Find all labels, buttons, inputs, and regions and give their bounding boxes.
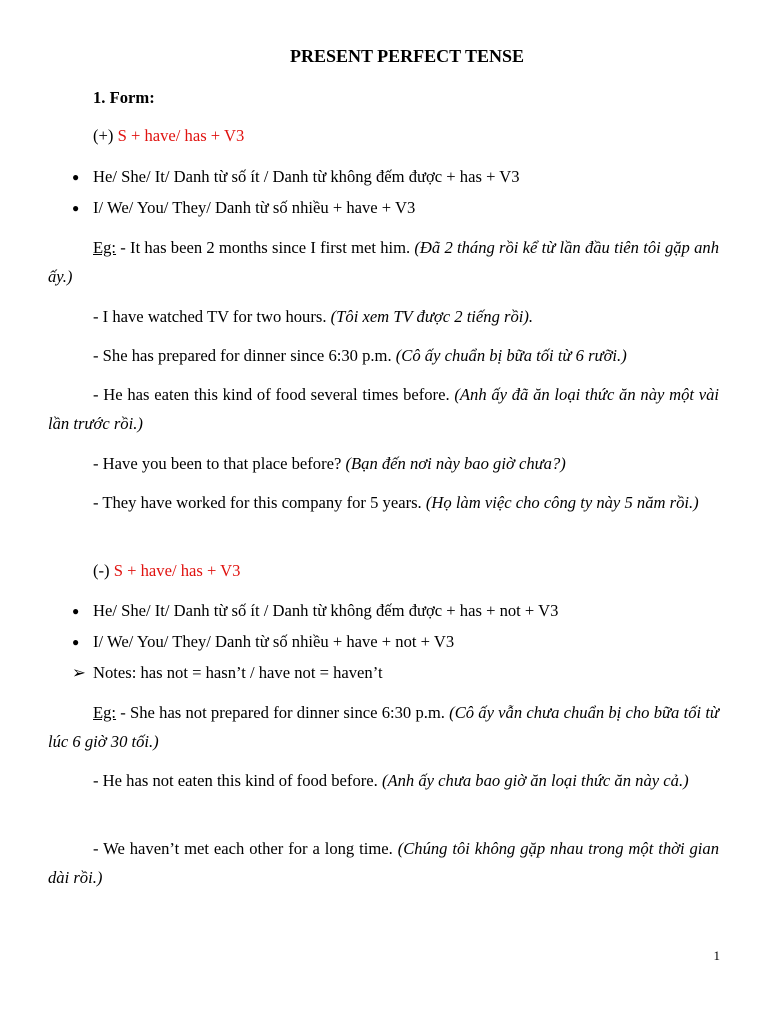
negative-note (72, 663, 383, 683)
negative-example-3 (48, 834, 719, 892)
bullet-dot-icon: ● (72, 201, 80, 215)
example-text: - He has eaten this kind of food several times before. (93, 385, 455, 404)
negative-bullet-2 (72, 632, 454, 653)
negative-bullet-1 (72, 601, 558, 622)
example-translation: (Cô ấy vẫn chưa chuẩn bị cho bữa tối từ lúc 6 giờ 30 tối.) (48, 703, 719, 751)
arrow-bullet-icon: ➢ (72, 663, 86, 682)
page-title: PRESENT PERFECT TENSE (289, 46, 525, 66)
bullet-text: I/ We/ You/ They/ Danh từ số nhiều + have + V3 (93, 198, 416, 217)
positive-example-6 (48, 488, 719, 517)
example-lead: Eg: (93, 703, 117, 722)
negative-marker: (-) (93, 561, 114, 580)
example-text: - He has not eaten this kind of food before. (93, 771, 382, 790)
bullet-dot-icon: ● (72, 170, 80, 184)
example-translation: (Bạn đến nơi này bao giờ chưa?) (345, 454, 566, 473)
bullet-text: He/ She/ It/ Danh từ số ít / Danh từ không đếm được + has + not + V3 (93, 601, 559, 620)
positive-formula: S + have/ has + V3 (117, 126, 245, 145)
example-text: - Have you been to that place before? (93, 454, 346, 473)
example-text: - It has been 2 months since I first met him. (116, 238, 415, 257)
example-text: - She has prepared for dinner since 6:30 p.m. (93, 346, 396, 365)
example-translation: (Chúng tôi không gặp nhau trong một thời gian dài rồi.) (48, 839, 719, 887)
example-translation: (Họ làm việc cho công ty này 5 năm rồi.) (425, 493, 699, 512)
negative-formula: S + have/ has + V3 (113, 561, 241, 580)
example-text: - I have watched TV for two hours. (93, 307, 331, 326)
positive-bullet-1 (72, 167, 520, 188)
example-translation: (Anh ấy đã ăn loại thức ăn này một vài lần trước rồi.) (48, 385, 720, 433)
example-translation: (Tôi xem TV được 2 tiếng rồi). (330, 307, 534, 326)
positive-example-1 (48, 233, 719, 291)
example-translation: (Anh ấy chưa bao giờ ăn loại thức ăn này cả.) (381, 771, 689, 790)
positive-marker: (+) (93, 126, 118, 145)
note-text: Notes: has not = hasn’t / have not = haven’t (93, 663, 383, 682)
positive-example-4 (48, 380, 719, 438)
page-number: 1 (713, 948, 720, 963)
bullet-text: I/ We/ You/ They/ Danh từ số nhiều + have + not + V3 (93, 632, 455, 651)
example-lead: Eg: (93, 238, 117, 257)
form-heading: 1. Form: (93, 88, 155, 107)
bullet-dot-icon: ● (72, 604, 80, 618)
example-translation: (Cô ấy chuẩn bị bữa tối từ 6 rưỡi.) (395, 346, 627, 365)
positive-example-3 (48, 341, 719, 370)
example-text: - She has not prepared for dinner since 6:30 p.m. (116, 703, 450, 722)
bullet-text: He/ She/ It/ Danh từ số ít / Danh từ không đếm được + has + V3 (93, 167, 520, 186)
negative-example-1 (48, 698, 719, 756)
bullet-dot-icon: ● (72, 635, 80, 649)
example-text: - They have worked for this company for 5 years. (93, 493, 426, 512)
positive-example-5 (48, 449, 719, 478)
negative-form-line (93, 561, 240, 581)
negative-example-2 (48, 766, 719, 795)
positive-bullet-2 (72, 198, 415, 219)
positive-form-line (93, 126, 244, 146)
example-text: - We haven’t met each other for a long time. (93, 839, 398, 858)
example-translation: (Đã 2 tháng rồi kể từ lần đầu tiên tôi gặp anh ấy.) (48, 238, 719, 286)
positive-example-2 (48, 302, 719, 331)
